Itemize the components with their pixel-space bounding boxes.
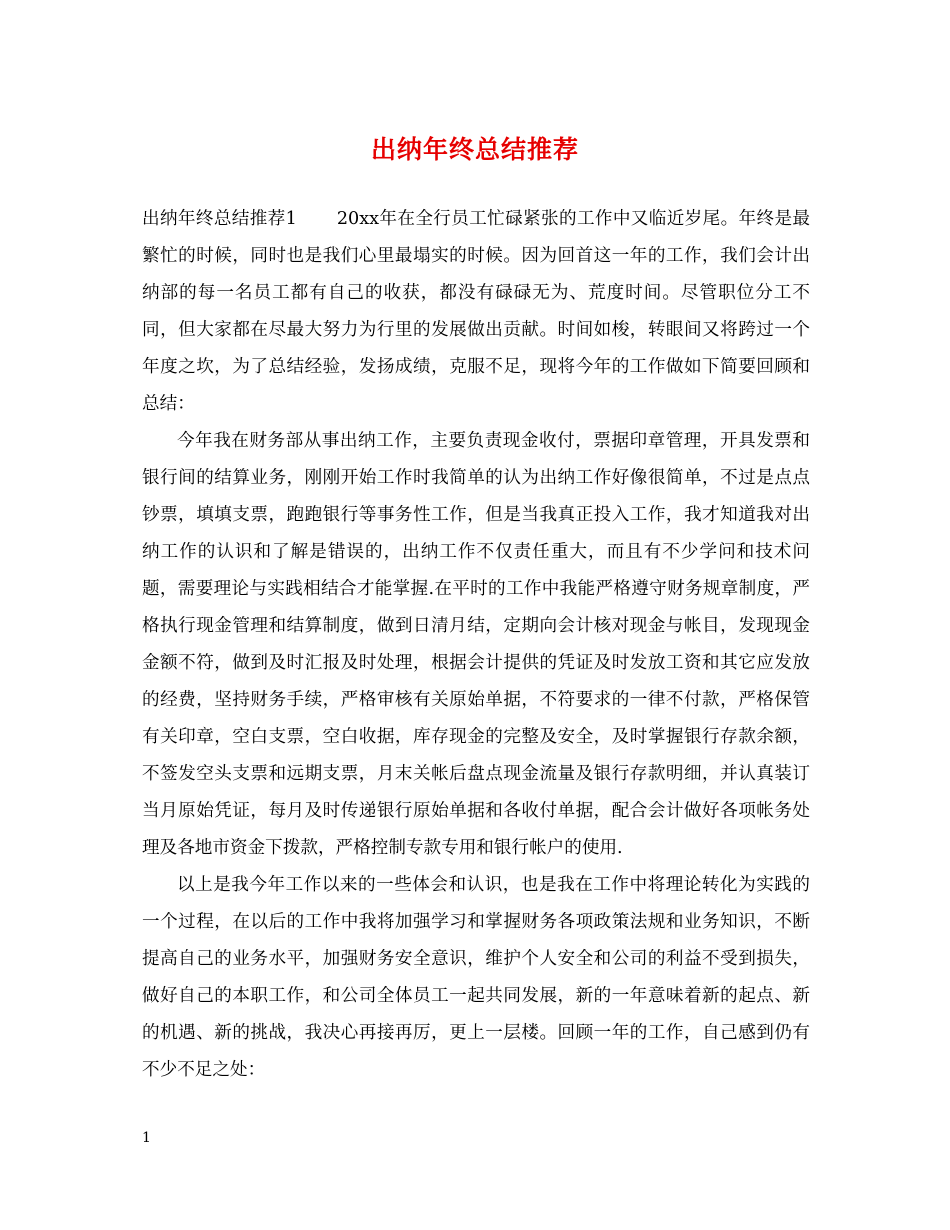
- intro-paragraph: [142, 201, 810, 423]
- paragraph-1: 20xx年在全行员工忙碌紧张的工作中又临近岁尾。年终是最繁忙的时候，同时也是我们心里最塌实的时候。因为回首这一年的工作，我们会计出纳部的每一名员工都有自己的收获，都没有碌碌无为、荒度时间。尽管职位分工不同，但大家都在尽最大努力为行里的发展做出贡献。时间如梭，转眼间又将跨过一个年度之坎，为了总结经验，发扬成绩，克服不足，现将今年的工作做如下简要回顾和总结：: [142, 209, 810, 414]
- document-title: 出纳年终总结推荐: [370, 135, 579, 164]
- intro-heading: 出纳年终总结推荐1: [142, 209, 297, 229]
- paragraph-2: 今年我在财务部从事出纳工作，主要负责现金收付，票据印章管理，开具发票和银行间的结算业务，刚刚开始工作时我简单的认为出纳工作好像很简单，不过是点点钞票，填填支票，跑跑银行等事务性工作，但是当我真正投入工作，我才知道我对出纳工作的认识和了解是错误的，出纳工作不仅责任重大，而且有不少学问和技术问题，需要理论与实践相结合才能掌握.在平时的工作中我能严格遵守财务规章制度，严格执行现金管理和结算制度，做到日清月结，定期向会计核对现金与帐目，发现现金金额不符，做到及时汇报及时处理，根据会计提供的凭证及时发放工资和其它应发放的经费，坚持财务手续，严格审核有关原始单据，不符要求的一律不付款，严格保管有关印章，空白支票，空白收据，库存现金的完整及安全，及时掌握银行存款余额，不签发空头支票和远期支票，月末关帐后盘点现金流量及银行存款明细，并认真装订当月原始凭证，每月及时传递银行原始单据和各收付单据，配合会计做好各项帐务处理及各地市资金下拨款，严格控制专款专用和银行帐户的使用.: [142, 431, 810, 858]
- page-number: 1: [142, 1130, 151, 1146]
- paragraph-3: 以上是我今年工作以来的一些体会和认识，也是我在工作中将理论转化为实践的一个过程，在以后的工作中我将加强学习和掌握财务各项政策法规和业务知识，不断提高自己的业务水平，加强财务安全意识，维护个人安全和公司的利益不受到损失，做好自己的本职工作，和公司全体员工一起共同发展，新的一年意味着新的起点、新的机遇、新的挑战，我决心再接再厉，更上一层楼。回顾一年的工作，自己感到仍有不少不足之处：: [142, 875, 810, 1080]
- document-body: [142, 201, 810, 1089]
